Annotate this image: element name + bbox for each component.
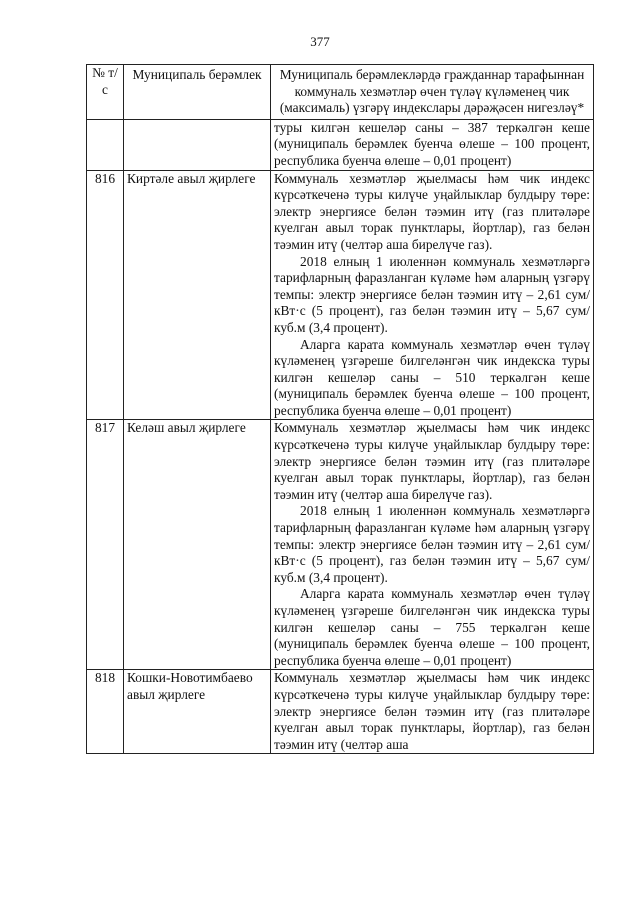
table-header-row bbox=[87, 65, 594, 120]
header-municipality bbox=[124, 65, 271, 120]
row-description bbox=[271, 420, 594, 670]
row-municipality: Киртәле авыл җирлеге bbox=[124, 170, 271, 420]
row-paragraph: Аларга карата коммуналь хезмәтләр өчен түләү күләменең үзгәреше билгеләнгән чик индекска туры килгән кешеләр саны – 510 теркәлгән кеше (муниципаль берәмлек буенча өлеше – 100 процент, республика буенча өлеше – 0,01 процент) bbox=[274, 336, 590, 418]
row-description bbox=[271, 670, 594, 754]
header-number: № т/с bbox=[87, 65, 124, 120]
table-row bbox=[87, 670, 594, 754]
row-number: 817 bbox=[87, 420, 124, 670]
row-municipality: Келәш авыл җирлеге bbox=[124, 420, 271, 670]
row-paragraph: 2018 елның 1 июленнән коммуналь хезмәтләргә тарифларның фаразланган күләме һәм аларның үзгәрү темпы: электр энергиясе белән тәэмин итү – 2,61 сум/кВт·с (5 процент), газ белән тәэмин итү – 5,67 сум/куб.м (3,4 процент). bbox=[274, 253, 590, 335]
row-paragraph: Коммуналь хезмәтләр җыелмасы һәм чик индекс күрсәткеченә туры килүче уңайлыклар булдыру төре: электр энергиясе белән тәэмин итү (газ плитәләре куелган авыл торак пунктлары, йортлар), газ белән тәэмин итү (челтәр аша бирелүче газ). bbox=[274, 420, 590, 502]
row-description bbox=[271, 119, 594, 170]
row-number: 818 bbox=[87, 670, 124, 754]
row-number bbox=[87, 119, 124, 170]
table-row bbox=[87, 170, 594, 420]
row-description bbox=[271, 170, 594, 420]
table-row bbox=[87, 420, 594, 670]
row-paragraph: Аларга карата коммуналь хезмәтләр өчен түләү күләменең үзгәреше билгеләнгән чик индекска туры килгән кешеләр саны – 755 теркәлгән кеше (муниципаль берәмлек буенча өлеше – 100 процент, республика буенча өлеше – 0,01 процент) bbox=[274, 586, 590, 668]
row-municipality: Кошки-Новотимбаево авыл җирлеге bbox=[124, 670, 271, 754]
page-number: 377 bbox=[310, 34, 330, 49]
row-paragraph: Коммуналь хезмәтләр җыелмасы һәм чик индекс күрсәткеченә туры килүче уңайлыклар булдыру төре: электр энергиясе белән тәэмин итү (газ плитәләре куелган авыл торак пунктлары, йортлар), газ белән тәэмин итү (челтәр аша bbox=[274, 670, 590, 752]
header-description bbox=[271, 65, 594, 120]
table-row bbox=[87, 119, 594, 170]
row-number: 816 bbox=[87, 170, 124, 420]
indexes-table bbox=[86, 64, 594, 754]
row-paragraph: туры килгән кешеләр саны – 387 теркәлгән кеше (муниципаль берәмлек буенча өлеше – 100 процент, республика буенча өлеше – 0,01 процент) bbox=[274, 119, 590, 168]
row-municipality bbox=[124, 119, 271, 170]
row-paragraph: 2018 елның 1 июленнән коммуналь хезмәтләргә тарифларның фаразланган күләме һәм аларның үзгәрү темпы: электр энергиясе белән тәэмин итү – 2,61 сум/кВт·с (5 процент), газ белән тәэмин итү – 5,67 сум/куб.м (3,4 процент). bbox=[274, 503, 590, 585]
header-description-label: Муниципаль берәмлекләрдә гражданнар тарафыннан коммуналь хезмәтләр өчен түләү күләменең чик (максималь) үзгәрү индекслары дәрәҗәсен нигезләү* bbox=[279, 67, 585, 116]
row-paragraph: Коммуналь хезмәтләр җыелмасы һәм чик индекс күрсәткеченә туры килүче уңайлыклар булдыру төре: электр энергиясе белән тәэмин итү (газ плитәләре куелган авыл торак пунктлары, йортлар), газ белән тәэмин итү (челтәр аша бирелүче газ). bbox=[274, 170, 590, 252]
header-municipality-label: Муниципаль берәмлек bbox=[132, 67, 262, 82]
